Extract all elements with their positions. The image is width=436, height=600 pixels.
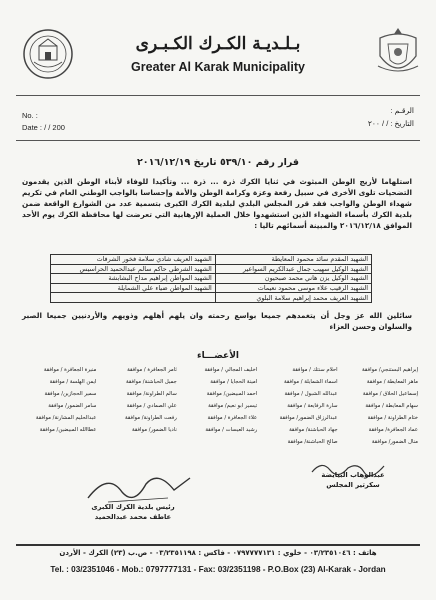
member-item: ختام الطراونة / موافقة (367, 415, 418, 421)
decision-title: قرار رقم ٥٣٩/١٠ تاريخ ٢٠١٦/١٢/١٩ (136, 157, 300, 168)
date-label-en: Date : / / 200 (22, 123, 65, 132)
header-divider (16, 95, 420, 96)
member-item: سامر الضمور/ موافقة (48, 403, 97, 409)
mayor-name: عاطف محمد عبدالحميد (94, 513, 172, 522)
member-item: جهاد الحباشنة/ موافقة (289, 427, 338, 433)
member-item: عطاالله المبيضين/ موافقة (39, 427, 97, 433)
member-item: رفعت الطراونة/ موافقة (125, 415, 177, 421)
mayor-title: رئيس بلدية الكرك الكبرى (91, 503, 175, 511)
member-item: منيرة الجعافرة / موافقة (43, 367, 97, 373)
member-item: جميل الحباشنة/ موافقة (126, 379, 177, 385)
member-item: سارة الرفايعة / موافقة (287, 403, 338, 409)
martyr-row (51, 255, 372, 265)
closing-prayer: سائلين الله عز وجل أن يتغمدهم جميعا بواسع رحمته وان يلهم أهلهم وذويهم والأردنيين جميعا الصبر والسلوان وحسن العزاء (22, 311, 412, 332)
footer-contact-english: Tel. : 03/2351046 - Mob.: 0797777131 - Fax: 03/2351198 - P.O.Box (23) Al-Karak - Jordan (50, 565, 386, 574)
member-item: منال الضمور/ موافقة (371, 439, 418, 445)
member-item (18, 439, 96, 445)
member-item: أيمن الهلسة / موافقة (49, 379, 97, 385)
martyr-name: الشهيد المقدم سائد محمود المعايطة (215, 255, 371, 265)
member-item: أحلام سنتك / موافقة (292, 367, 338, 373)
member-item (98, 439, 176, 445)
members-list (18, 367, 418, 445)
martyr-name: الشهيد المواطن إبراهيم مداح البشابشة (51, 274, 216, 284)
member-item: عبدالرزاق الضمور/ موافقة (279, 415, 338, 421)
mayor-block (58, 502, 208, 522)
number-label-ar: الرقـم : (390, 106, 414, 115)
members-heading: الأعضـــاء (196, 351, 239, 361)
member-item: إسماعيل الحلاق / موافقة (362, 391, 418, 397)
member-item (179, 439, 257, 445)
member-item: إبراهيم البستنجي/ موافقة (362, 367, 418, 373)
footer-contact-arabic: هاتف : ٠٣/٢٣٥١٠٤٦ - خلوي : ٠٧٩٧٧٧٧١٣١ - فاكس : ٠٣/٢٣٥١١٩٨ - ص.ب (٢٣) الكرك - الأردن (59, 549, 377, 557)
member-item: أسماء الشمايلة / موافقة (284, 379, 338, 385)
martyrs-table (50, 254, 372, 303)
secretary-name: عبدالوهاب البيايضة (321, 471, 385, 479)
member-item: أحمد المبيضين/ موافقة (206, 391, 258, 397)
martyr-name: الشهيد العريف محمد إبراهيم سلامة البلوي (215, 293, 371, 303)
martyr-row (51, 293, 372, 303)
martyr-name: الشهيد العريف شادي سلامة فخور الشرفات (51, 255, 216, 265)
member-item: صالح الحباشنة/ موافقة (287, 439, 338, 445)
martyr-name: الشهيد الوكيل يزن هاني محمد صبحيون (215, 274, 371, 284)
number-label-en: No. : (22, 111, 38, 120)
martyr-row (51, 274, 372, 284)
member-item: أمينة الحجايا / موافقة (210, 379, 258, 385)
member-item: ماهر المعايطة / موافقة (366, 379, 418, 385)
martyr-name: الشهيد المواطن ضياء علي الشمايلة (51, 283, 216, 293)
martyr-row (51, 264, 372, 274)
date-label-ar: التاريخ : / / ٢٠٠ (367, 119, 414, 128)
member-item: علي الصمادي / موافقة (126, 403, 177, 409)
member-item: اخليف المجالي / موافقة (204, 367, 258, 373)
member-item: سهام المعايطة / موافقة (365, 403, 418, 409)
member-item: ثامر الجعافرة / موافقة (127, 367, 177, 373)
martyr-name: الشهيد الرقيب علاء موسى محمود نعيمات (215, 283, 371, 293)
secretary-block (298, 470, 408, 490)
municipality-name-arabic: بـلـديـة الكـرك الكـبـرى (135, 34, 301, 54)
member-item: سالم الطراونة/ موافقة (126, 391, 177, 397)
member-item: عبدالله الشبول / موافقة (284, 391, 338, 397)
municipality-name-english: Greater Al Karak Municipality (131, 60, 305, 74)
member-item: سمير الحجازين/ موافقة (44, 391, 97, 397)
coat-of-arms-emblem (374, 26, 422, 82)
secretary-title: سكرتير المجلس (326, 481, 380, 490)
martyr-name: الشهيد الشرطي حاكم سالم عبدالحميد الحراسيس (51, 264, 216, 274)
municipality-logo (22, 28, 74, 80)
member-item: ناديا الضمور/ موافقة (131, 427, 177, 433)
martyr-row (51, 283, 372, 293)
member-item: تيسير ابو نعيم/ موافقة (208, 403, 258, 409)
martyr-name: الشهيد الوكيل سهيب جمال عبدالكريم السواعير (215, 264, 371, 274)
member-item: عماد الجعافرة/ موافقة (368, 427, 418, 433)
footer-divider (16, 544, 420, 546)
martyr-name (51, 293, 216, 303)
meta-divider (16, 140, 420, 141)
decision-body: استلهاما لأريج الوطن المبثوث في ثنايا الكرك ذرة ... ذرة ... وتأكيدا للوفاء لأبناء الوطن الذين يقدمون التضحيات تلوى الأخرى في سبيل رفعة وعزة وكرامة الوطن والأمة وإحساسا بالواجب الوطني العام في تكريم شهداء الوطن والواجب فقد قرر المجلس البلدي لبلدية الكرك الكبرى بتسمية عدد من الشوارع الواقعة ضمن بلدية الكرك بأسماء الشهداء الذين استشهدوا خلال العملية الإرهابية التي تعرضت لها محافظة الكرك يوم الأحد الموافق ٢٠١٦/١٢/١٨ والمبينة أسمائهم تاليا : (22, 177, 412, 231)
member-item: رشيد العيسات / موافقة (205, 427, 258, 433)
member-item: عبدالحليم المشارنة/ موافقة (35, 415, 97, 421)
member-item: علاء الجعافرة / موافقة (207, 415, 258, 421)
